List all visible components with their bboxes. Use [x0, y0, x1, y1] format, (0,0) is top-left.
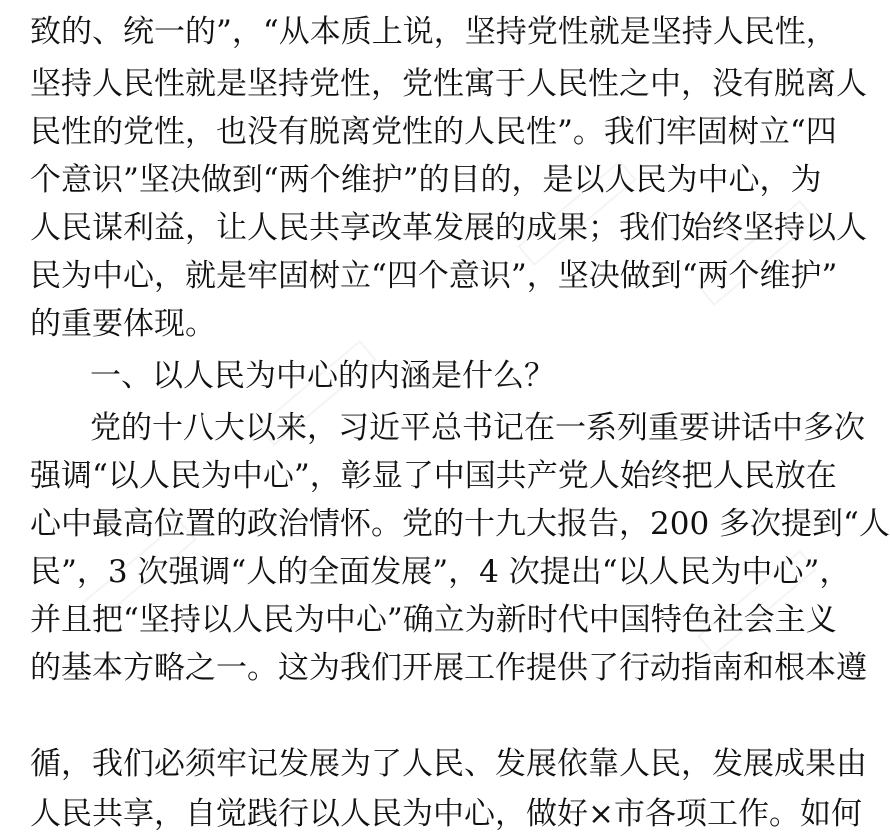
text-line: 个意识”坚决做到“两个维护”的目的，是以人民为中心，为	[30, 162, 822, 198]
text-line: 人民共享，自觉践行以人民为中心，做好×市各项工作。如何	[30, 796, 862, 832]
text-line: 循，我们必须牢记发展为了人民、发展依靠人民，发展成果由	[30, 746, 867, 782]
section-heading: 一、以人民为中心的内涵是什么？	[90, 358, 555, 394]
text-line: 的重要体现。	[30, 306, 216, 342]
text-line: 民”，3 次强调“人的全面发展”，4 次提出“以人民为中心”，	[30, 554, 851, 590]
text-line: 的基本方略之一。这为我们开展工作提供了行动指南和根本遵	[30, 650, 867, 686]
text-line: 坚持人民性就是坚持党性，党性寓于人民性之中，没有脱离人	[30, 66, 867, 102]
text-line: 并且把“坚持以人民为中心”确立为新时代中国特色社会主义	[30, 602, 837, 638]
text-line: 致的、统一的”，“从本质上说，坚持党性就是坚持人民性，	[30, 14, 837, 50]
text-line: 党的十八大以来，习近平总书记在一系列重要讲话中多次	[90, 410, 865, 446]
text-line: 强调“以人民为中心”，彰显了中国共产党人始终把人民放在	[30, 458, 837, 494]
text-line: 人民谋利益，让人民共享改革发展的成果；我们始终坚持以人	[30, 210, 867, 246]
text-line: 民为中心，就是牢固树立“四个意识”，坚决做到“两个维护”	[30, 258, 838, 294]
text-line: 心中最高位置的政治情怀。党的十九大报告，200 多次提到“人	[30, 506, 890, 542]
text-line: 民性的党性，也没有脱离党性的人民性”。我们牢固树立“四	[30, 114, 837, 150]
